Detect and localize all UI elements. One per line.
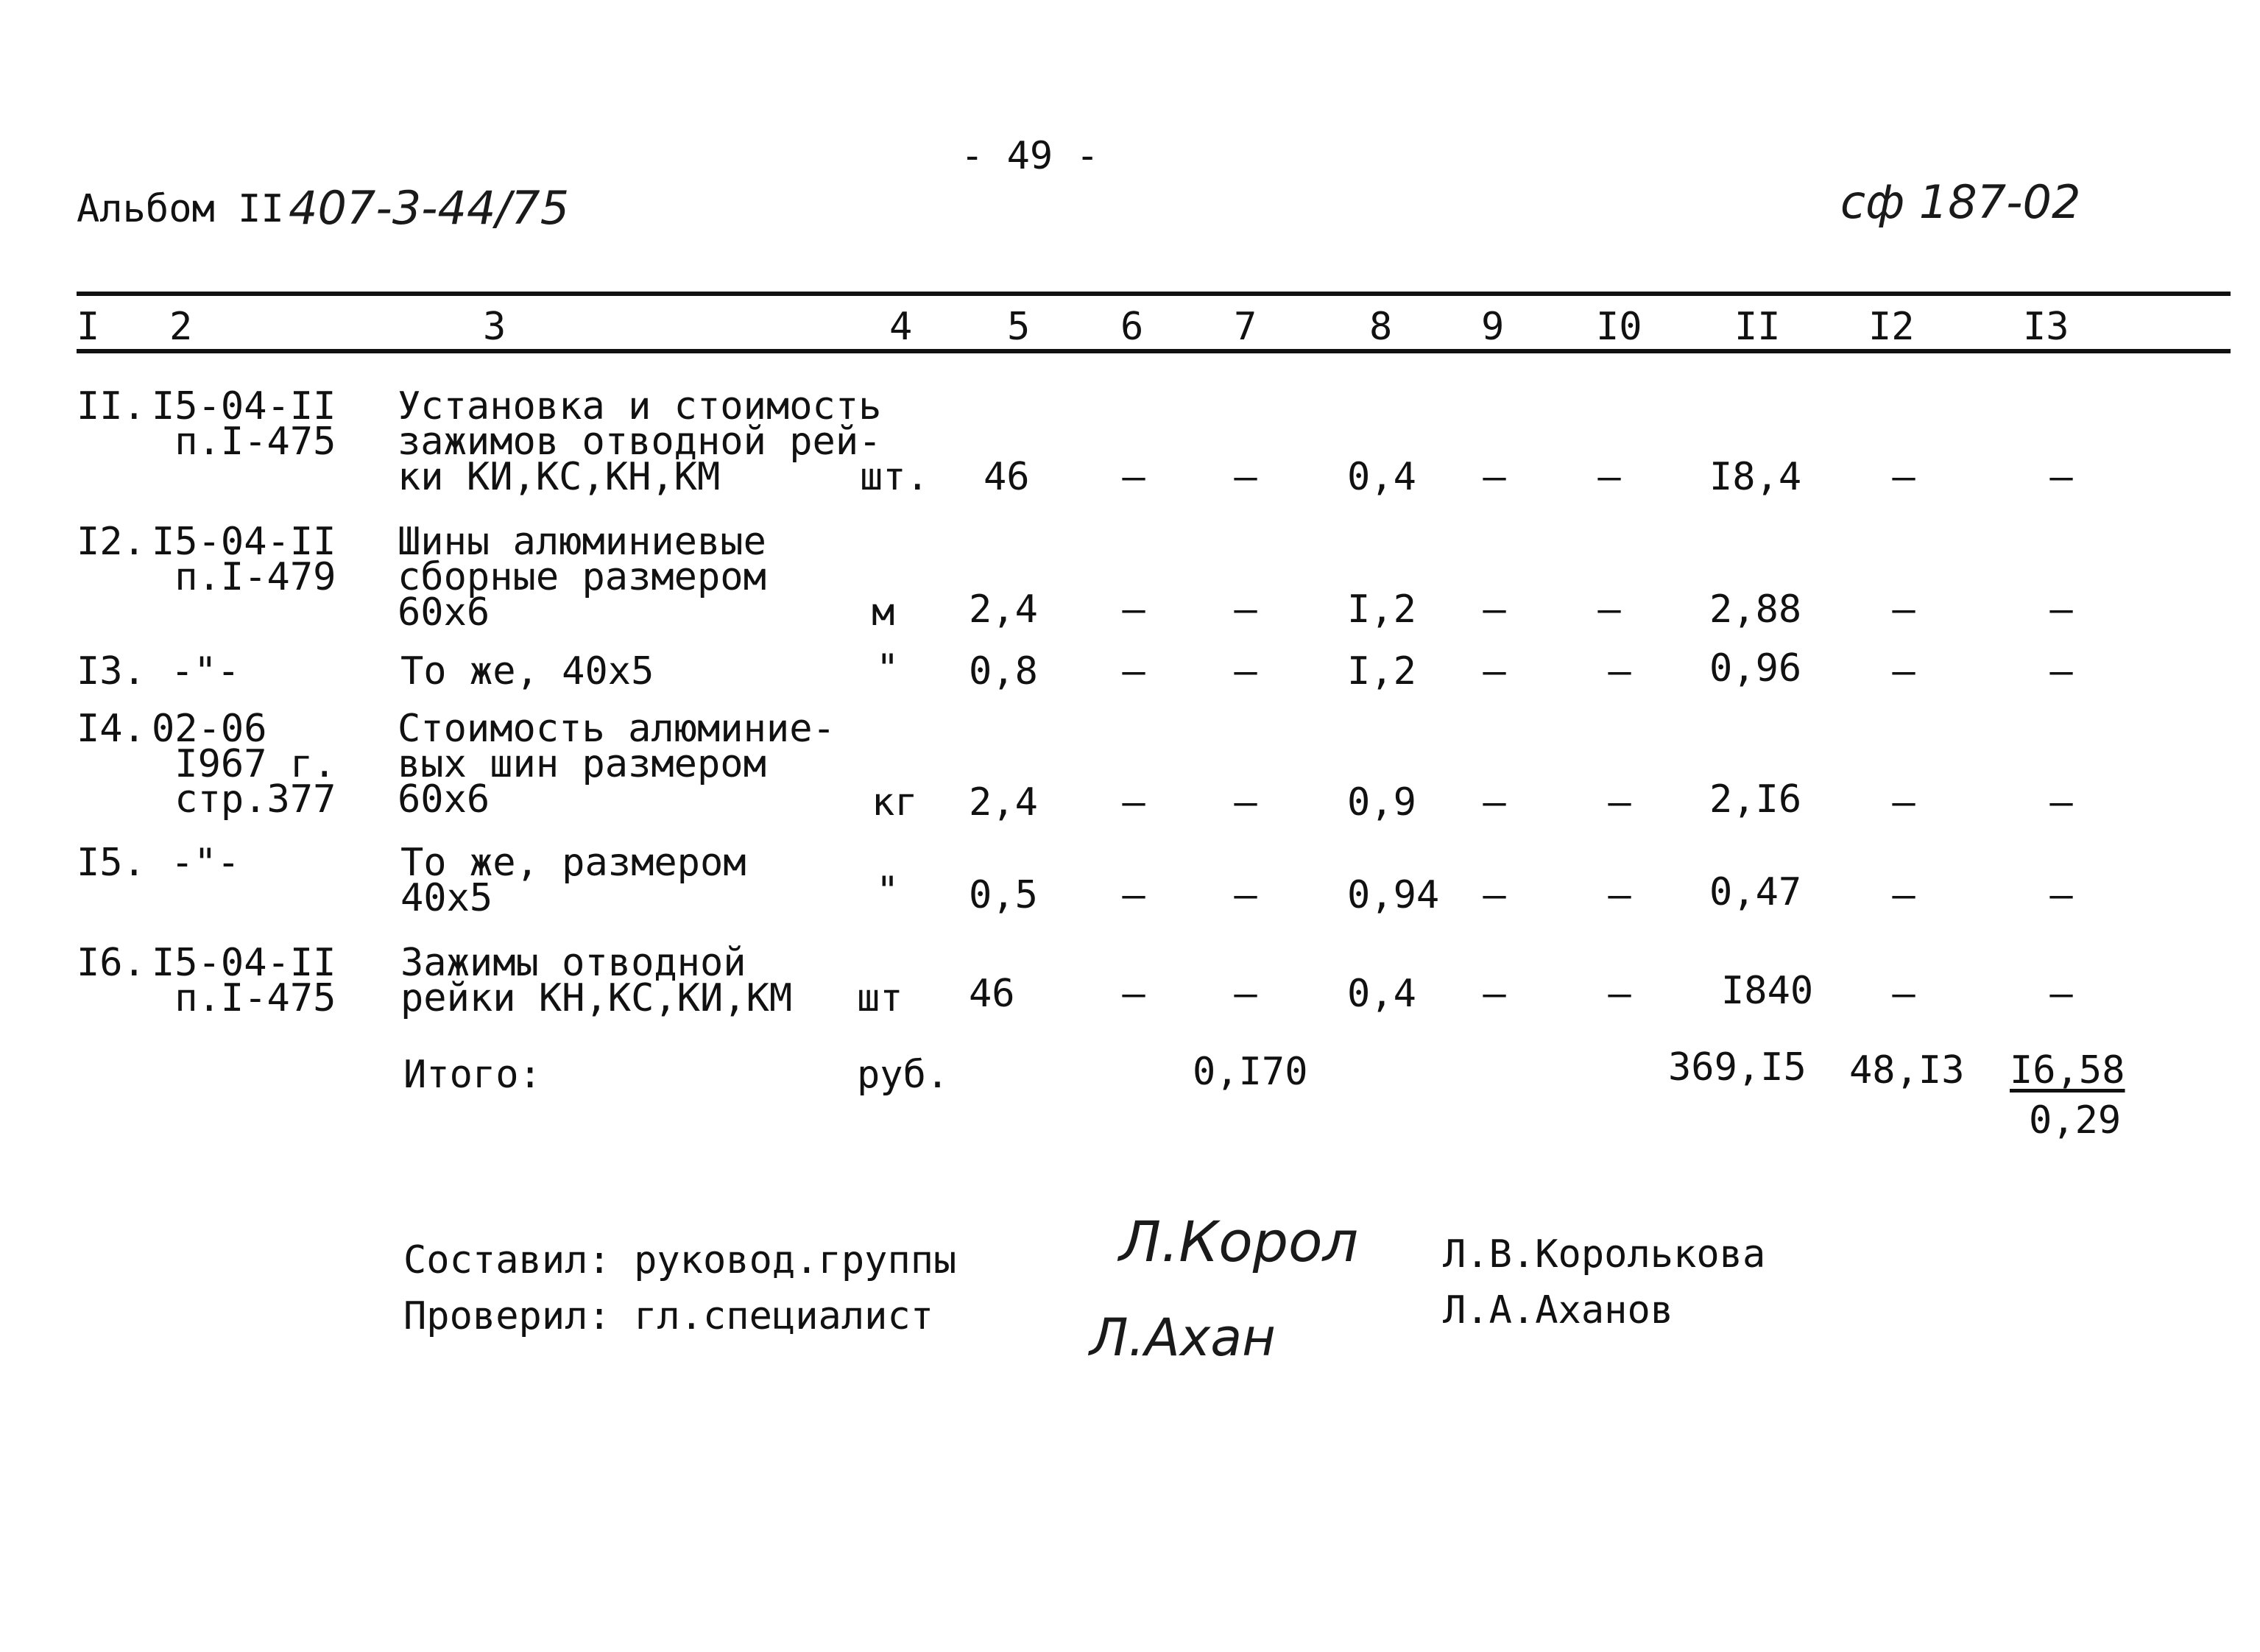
row-col10: – (1597, 455, 1621, 499)
total-unit: руб. (857, 1053, 950, 1097)
row-col10: – (1608, 873, 1631, 917)
col-header-5: 5 (1007, 305, 1031, 349)
row-unit: " (876, 646, 900, 691)
row-number: I5. (77, 841, 146, 885)
checked-signature: Л.Ахан (1090, 1307, 1276, 1368)
row-reference: I5-04-II п.I-475 (152, 941, 336, 1020)
col-header-7: 7 (1234, 305, 1257, 349)
row-col13: – (2049, 455, 2073, 499)
row-col8: I,2 (1347, 649, 1416, 693)
row-col9: – (1483, 455, 1506, 499)
row-col9: – (1483, 873, 1506, 917)
row-col10: – (1597, 587, 1621, 632)
row-col6: – (1122, 972, 1145, 1016)
row-col6: – (1122, 455, 1145, 499)
row-col7: – (1234, 780, 1257, 825)
row-col11: 0,47 (1709, 870, 1802, 914)
row-col13: – (2049, 587, 2073, 632)
col-header-1: I (77, 305, 100, 349)
row-col8: 0,94 (1347, 873, 1440, 917)
row-reference: I5-04-II п.I-479 (152, 520, 336, 599)
row-col5: 46 (969, 972, 1015, 1016)
row-col5: 0,8 (969, 649, 1038, 693)
row-col5: 46 (984, 455, 1030, 499)
row-col12: – (1892, 873, 1915, 917)
col-header-10: I0 (1596, 305, 1642, 349)
table-header-rule (77, 349, 2231, 353)
row-col13: – (2049, 780, 2073, 825)
col-header-3: 3 (483, 305, 506, 349)
row-col7: – (1234, 972, 1257, 1016)
col-header-11: II (1734, 305, 1781, 349)
row-col9: – (1483, 649, 1506, 693)
row-number: I6. (77, 941, 146, 985)
row-col9: – (1483, 972, 1506, 1016)
row-number: I3. (77, 649, 146, 693)
row-col6: – (1122, 873, 1145, 917)
total-col12: 48,I3 (1849, 1048, 1965, 1092)
row-number: I2. (77, 520, 146, 564)
row-col12: – (1892, 587, 1915, 632)
row-col11: 0,96 (1709, 646, 1802, 691)
row-description: Зажимы отводной рейки КН,КС,КИ,КМ (400, 941, 793, 1020)
row-unit: " (876, 869, 900, 913)
row-col8: I,2 (1347, 587, 1416, 632)
row-col9: – (1483, 587, 1506, 632)
row-col13: – (2049, 873, 2073, 917)
col-header-8: 8 (1369, 305, 1393, 349)
row-col13: – (2049, 649, 2073, 693)
row-reference: -"- (171, 649, 240, 693)
row-unit: кг (872, 780, 918, 825)
row-col12: – (1892, 455, 1915, 499)
table-top-rule (77, 292, 2231, 296)
total-col13-bottom: 0,29 (2029, 1098, 2122, 1143)
col-header-4: 4 (889, 305, 913, 349)
row-col10: – (1608, 780, 1631, 825)
row-col6: – (1122, 780, 1145, 825)
col-header-12: I2 (1868, 305, 1915, 349)
total-col13-top: I6,58 (2010, 1048, 2125, 1092)
row-col11: 2,I6 (1709, 777, 1802, 822)
row-col6: – (1122, 649, 1145, 693)
compiled-label: Составил: руковод.группы (403, 1238, 957, 1282)
checked-name: Л.А.Аханов (1443, 1288, 1674, 1332)
row-col6: – (1122, 587, 1145, 632)
row-col13: – (2049, 972, 2073, 1016)
row-col7: – (1234, 873, 1257, 917)
row-col10: – (1608, 972, 1631, 1016)
col-header-9: 9 (1481, 305, 1505, 349)
row-col7: – (1234, 587, 1257, 632)
row-col12: – (1892, 972, 1915, 1016)
total-label: Итого: (403, 1053, 542, 1097)
row-description: То же, размером 40х5 (400, 841, 746, 920)
sheet-code-handwritten: сф 187-02 (1840, 175, 2081, 229)
col-header-6: 6 (1120, 305, 1144, 349)
total-col11: 369,I5 (1668, 1045, 1807, 1090)
row-unit: м (872, 590, 895, 635)
page-number: - 49 - (961, 134, 1099, 178)
row-reference: I5-04-II п.I-475 (152, 384, 336, 464)
row-description: То же, 40х5 (400, 649, 654, 693)
row-unit: шт (857, 976, 903, 1020)
row-col8: 0,9 (1347, 780, 1416, 825)
row-unit: шт. (860, 455, 929, 499)
compiled-name: Л.В.Королькова (1443, 1232, 1766, 1277)
row-col5: 2,4 (969, 780, 1038, 825)
col-header-2: 2 (169, 305, 193, 349)
row-number: II. (77, 384, 146, 428)
compiled-signature: Л.Корол (1119, 1209, 1359, 1274)
row-col5: 2,4 (969, 587, 1038, 632)
row-col11: I840 (1721, 969, 1814, 1013)
row-reference: -"- (171, 841, 240, 885)
row-description: Шины алюминиевые сборные размером 60х6 (398, 520, 766, 635)
row-col7: – (1234, 649, 1257, 693)
row-col11: I8,4 (1709, 455, 1802, 499)
row-col12: – (1892, 780, 1915, 825)
row-col11: 2,88 (1709, 587, 1802, 632)
album-code-handwritten: 407-3-44/75 (289, 181, 570, 235)
row-col12: – (1892, 649, 1915, 693)
row-col9: – (1483, 780, 1506, 825)
row-description: Установка и стоимость зажимов отводной рей- ки КИ,КС,КН,КМ (398, 384, 882, 499)
row-reference: 02-06 I967 г. стр.377 (152, 707, 336, 822)
row-col10: – (1608, 649, 1631, 693)
row-col5: 0,5 (969, 873, 1038, 917)
total-col7: 0,I70 (1193, 1050, 1308, 1094)
row-col8: 0,4 (1347, 972, 1416, 1016)
album-label: Альбом II (77, 187, 284, 231)
checked-label: Проверил: гл.специалист (403, 1294, 934, 1338)
row-col8: 0,4 (1347, 455, 1416, 499)
row-description: Стоимость алюминие- вых шин размером 60х6 (398, 707, 836, 822)
col-header-13: I3 (2023, 305, 2069, 349)
row-col7: – (1234, 455, 1257, 499)
row-number: I4. (77, 707, 146, 751)
